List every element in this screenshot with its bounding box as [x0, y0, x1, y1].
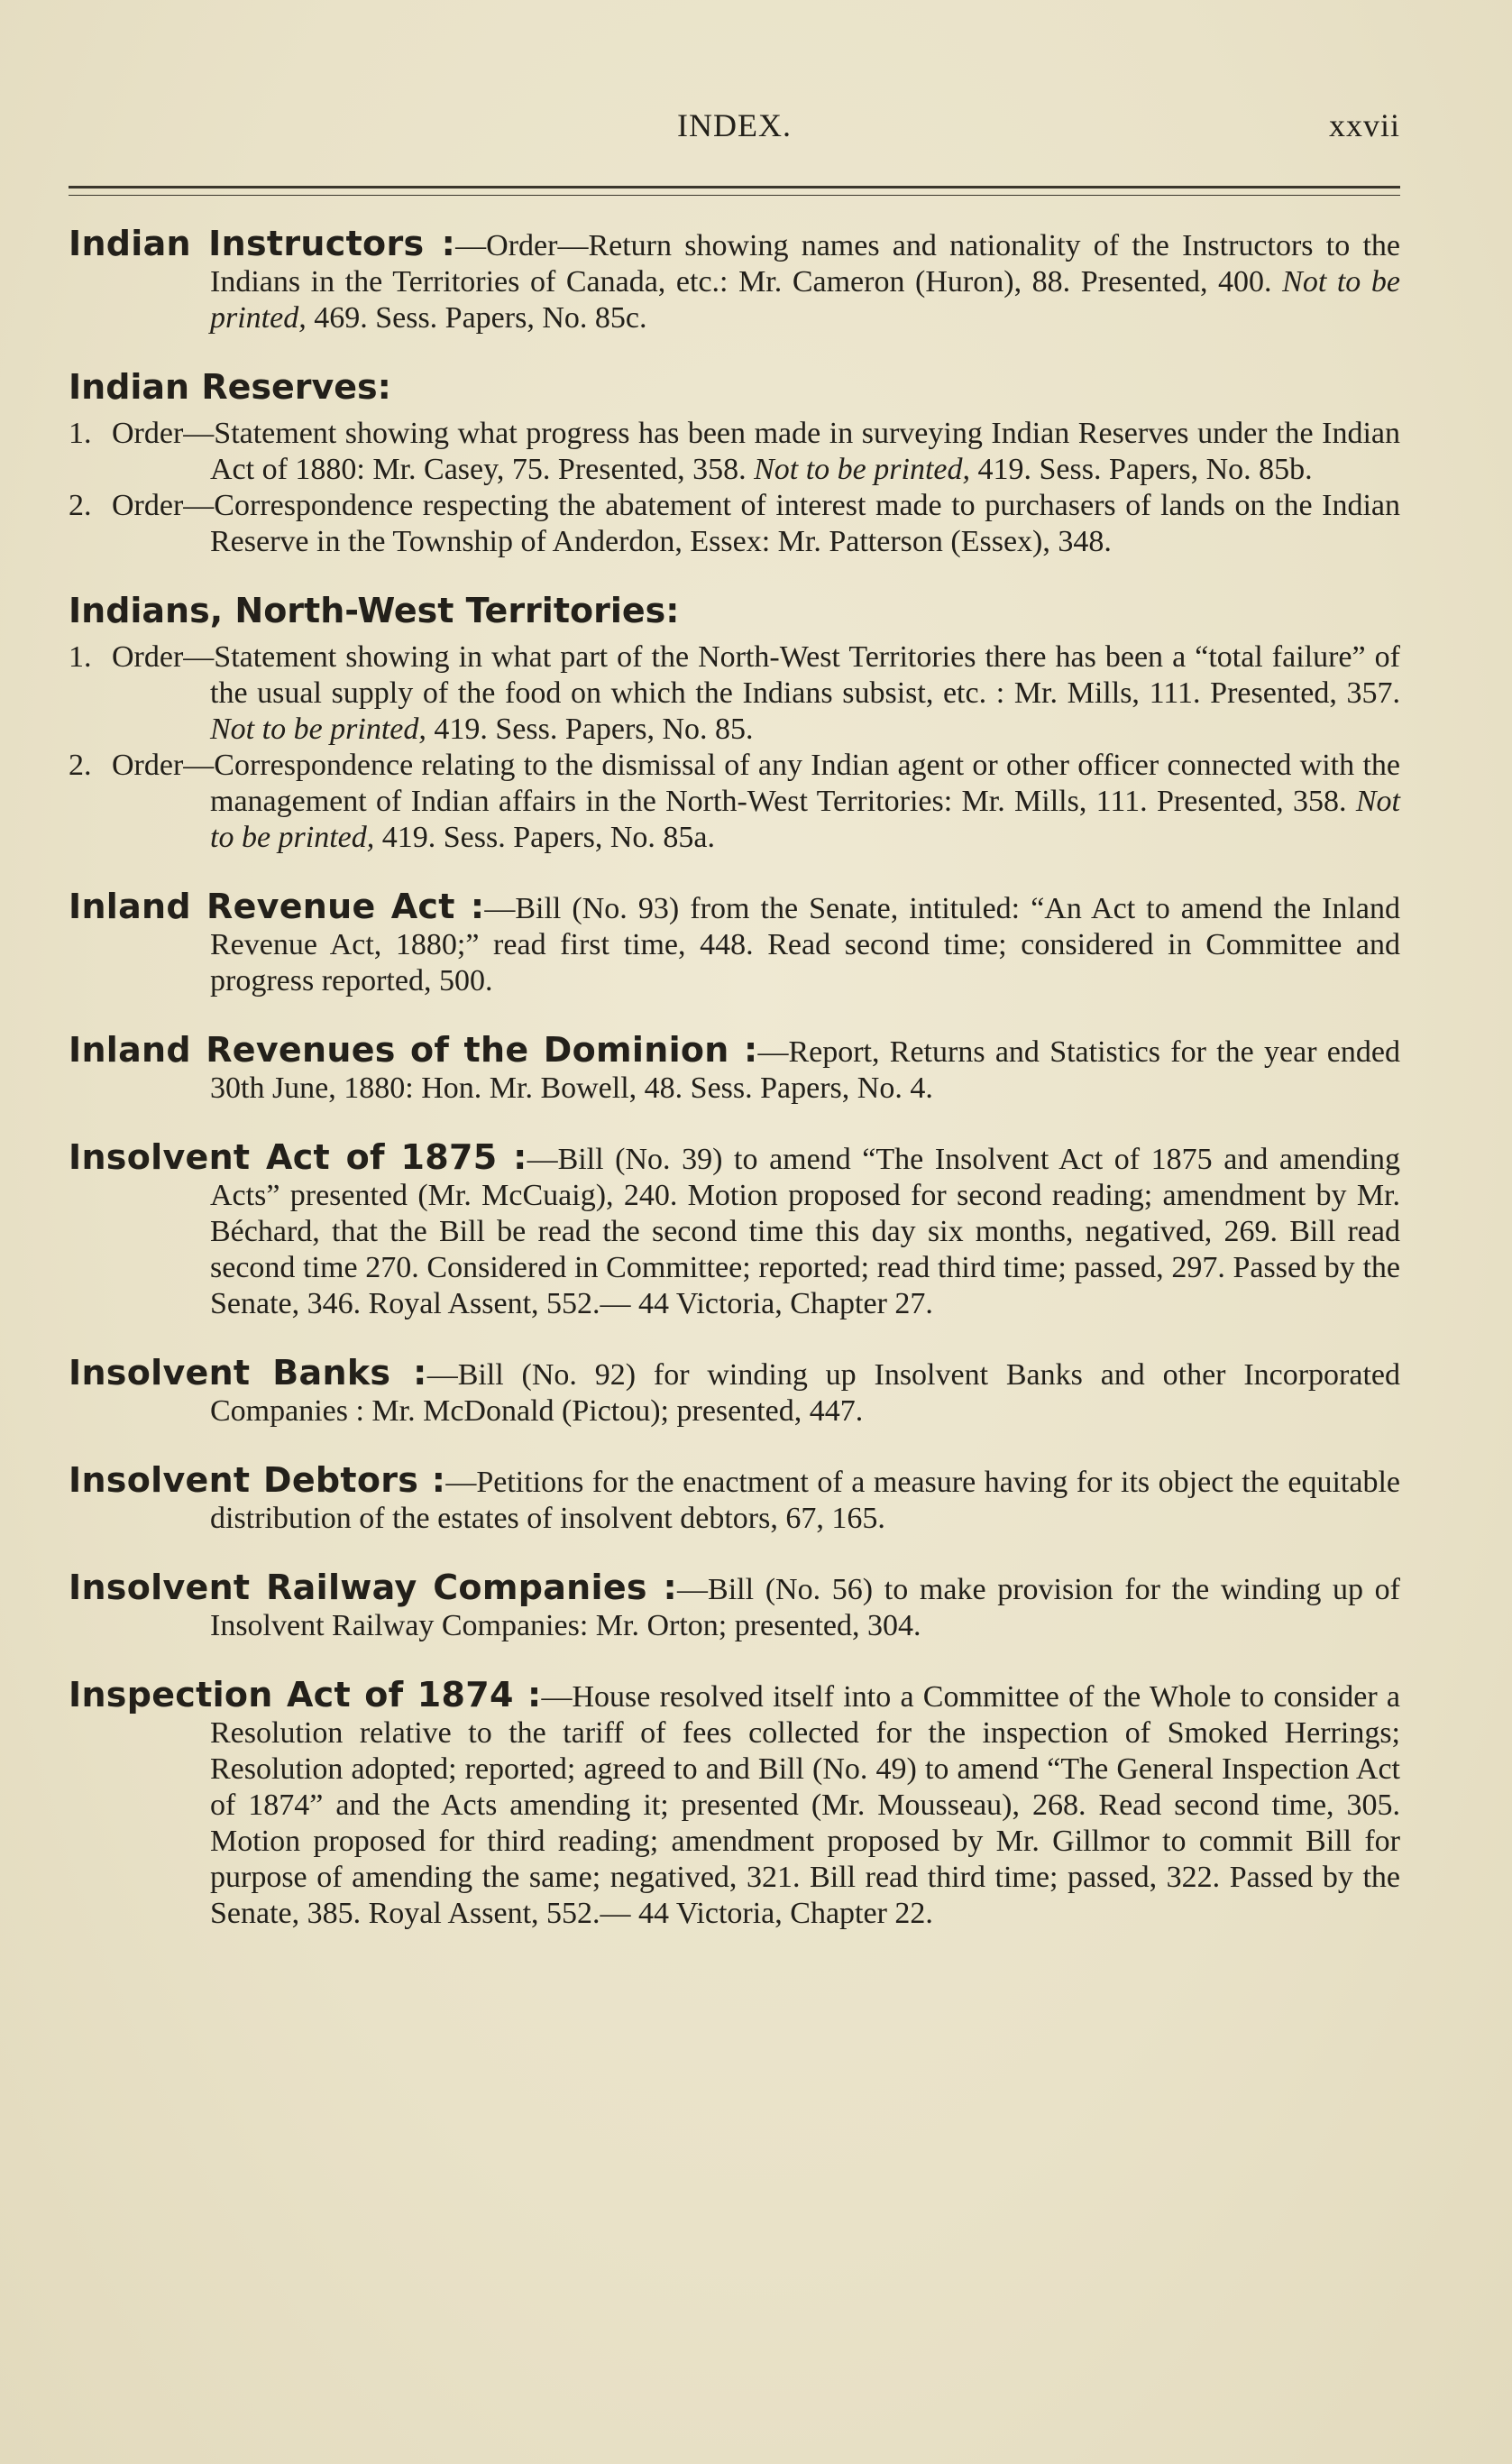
entry-text — [69, 1139, 1400, 1322]
entry-body: —Petitions for the enactment of a measure having for its object the equitable distribution of the estates of insolvent debtors, 67, 165. — [210, 1466, 1400, 1535]
sub-entry — [69, 748, 1400, 856]
entry-text — [69, 1569, 1400, 1644]
index-entry — [69, 888, 1400, 999]
index-entry — [69, 1677, 1400, 1932]
entry-text — [69, 888, 1400, 999]
index-entry — [69, 1462, 1400, 1537]
sub-entry-body: Order—Statement showing what progress has been made in surveying Indian Reserves under the Indian Act of 1880: Mr. Casey, 75. Presented, 358. — [112, 417, 1400, 486]
sub-entry-italic: Not to be printed, — [210, 713, 426, 746]
entry-headword: Insolvent Act of 1875 : — [69, 1137, 527, 1177]
entry-text — [69, 1462, 1400, 1537]
page-header — [69, 99, 1400, 153]
header-rule-thick — [69, 186, 1400, 188]
running-title: INDEX. — [677, 107, 792, 143]
entry-headword: Inland Revenues of the Dominion : — [69, 1030, 758, 1070]
entry-body-end: 469. Sess. Papers, No. 85c. — [306, 301, 647, 335]
sub-entry-body: Order—Correspondence respecting the abatement of interest made to purchasers of lands on the Indian Reserve in the Township of Anderdon, Essex: Mr. Patterson (Essex), 348. — [112, 489, 1400, 558]
entry-body: —Bill (No. 93) from the Senate, intituled: “An Act to amend the Inland Revenue Act, 1880;” read first time, 448. Read second time; considered in Committee and progress reported, 500. — [210, 892, 1400, 998]
entry-headword: Inspection Act of 1874 : — [69, 1675, 542, 1715]
entry-italic: Not to be printed, — [210, 265, 1400, 335]
index-body — [69, 225, 1400, 1964]
sub-entry-number: 1. — [69, 417, 92, 450]
index-entry — [69, 1569, 1400, 1644]
entry-text — [69, 225, 1400, 336]
entry-body: —House resolved itself into a Committee of the Whole to consider a Resolution relative to the tariff of fees collected for the inspection of Smoked Herrings; Resolution adopted; reported; agreed to and Bill (No. 49) to amend “The General Inspection Act of 1874” and the Acts amending it; presented (Mr. Mousseau), 268. Read second time, 305. Motion proposed for third reading; amendment proposed by Mr. Gillmor to commit Bill for purpose of amending the same; negatived, 321. Bill read third time; passed, 322. Passed by the Senate, 385. Royal Assent, 552.— 44 Victoria, Chapter 22. — [210, 1680, 1400, 1930]
entry-text — [69, 1032, 1400, 1107]
entry-heading: Indian Reserves: — [69, 367, 391, 407]
index-entry — [69, 1139, 1400, 1322]
index-entry — [69, 369, 1400, 560]
sub-entry — [69, 488, 1400, 560]
sub-entry-number: 2. — [69, 749, 92, 782]
entry-body: —Bill (No. 39) to amend “The Insolvent Act of 1875 and amending Acts” presented (Mr. McCuaig), 240. Motion proposed for second reading; amendment by Mr. Béchard, that the Bill be read the second time this day six months, negatived, 269. Bill read second time 270. Considered in Committee; reported; read third time; passed, 297. Passed by the Senate, 346. Royal Assent, 552.— 44 Victoria, Chapter 27. — [210, 1143, 1400, 1320]
sub-entry-body-end: 419. Sess. Papers, No. 85. — [426, 713, 754, 746]
entry-body: —Report, Returns and Statistics for the year ended 30th June, 1880: Hon. Mr. Bowell, 48. Sess. Papers, No. 4. — [210, 1035, 1400, 1105]
sub-entry-body: Order—Statement showing in what part of the North-West Territories there has been a “total failure” of the usual supply of the food on which the Indians subsist, etc. : Mr. Mills, 111. Presented, 357. — [112, 640, 1400, 710]
entry-text — [69, 1355, 1400, 1430]
entry-headword: Insolvent Banks : — [69, 1353, 427, 1393]
page-number: xxvii — [1328, 107, 1400, 143]
entry-headword: Insolvent Railway Companies : — [69, 1568, 678, 1607]
sub-entry-italic: Not to be printed, — [210, 785, 1400, 854]
sub-entry-number: 2. — [69, 489, 92, 522]
entry-headword: Insolvent Debtors : — [69, 1460, 446, 1500]
index-entry — [69, 1032, 1400, 1107]
sub-entry-body-end: 419. Sess. Papers, No. 85b. — [970, 453, 1313, 486]
index-entry — [69, 1355, 1400, 1430]
index-entry — [69, 225, 1400, 336]
entry-heading: Indians, North-West Territories: — [69, 591, 680, 630]
entry-body: —Order—Return showing names and nationality of the Instructors to the Indians in the Territories of Canada, etc.: Mr. Cameron (Huron), 88. Presented, 400. — [210, 229, 1400, 299]
header-rule-thin — [69, 195, 1400, 196]
entry-headword: Indian Instructors : — [69, 224, 456, 263]
sub-entry-italic: Not to be printed, — [754, 453, 970, 486]
sub-entry-body-end: 419. Sess. Papers, No. 85a. — [374, 821, 716, 854]
index-entry — [69, 593, 1400, 856]
entry-body: —Bill (No. 56) to make provision for the winding up of Insolvent Railway Companies: Mr. Orton; presented, 304. — [210, 1573, 1400, 1642]
entry-headword: Inland Revenue Act : — [69, 887, 485, 926]
sub-entry-body: Order—Correspondence relating to the dismissal of any Indian agent or other officer connected with the management of Indian affairs in the North-West Territories: Mr. Mills, 111. Presented, 358. — [112, 749, 1400, 818]
sub-entry-number: 1. — [69, 640, 92, 674]
entry-body: —Bill (No. 92) for winding up Insolvent Banks and other Incorporated Companies : Mr. McDonald (Pictou); presented, 447. — [210, 1358, 1400, 1428]
entry-text — [69, 1677, 1400, 1932]
sub-entry — [69, 639, 1400, 748]
sub-entry — [69, 416, 1400, 488]
